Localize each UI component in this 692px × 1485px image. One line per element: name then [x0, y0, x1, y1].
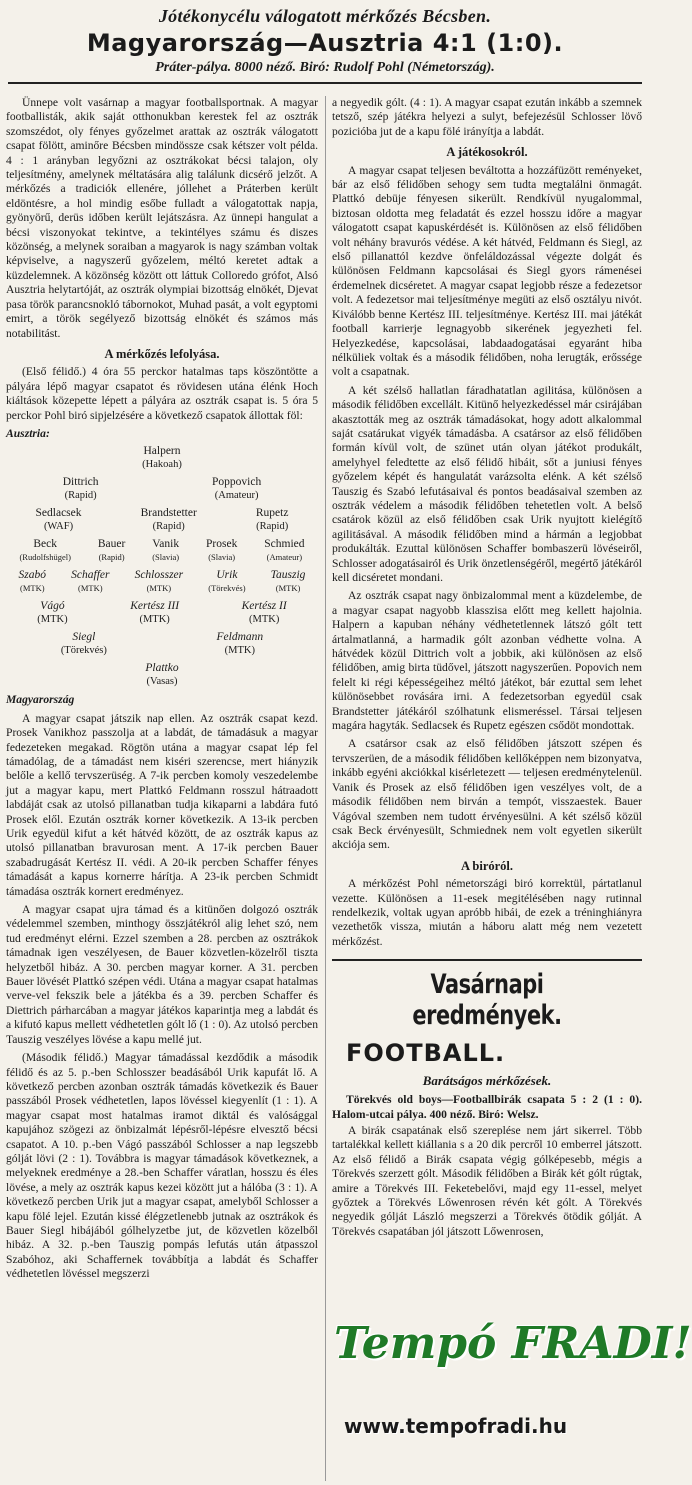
article-title: Magyarország—Ausztria 4:1 (1:0). — [86, 29, 564, 57]
lineup-row — [6, 569, 318, 595]
players-paragraph-2: A két szélső hallatlan fáradhatatlan agilitása, különösen a második félidőben excellált. Kitünő helyezkedéssel már csirájában akasztották meg az osztrák támadásokat, hogy adott alkalommal saját csatárukat vigyék támadásba. A csatársor az első félidőben formán kívül volt, de szünet után olyan játékot produkált, amelyhyel feledtette az első félidő hibáit, sőt a juniusi fényes győzelem képét és hangulatát varázsolta elénk. A két szélső Tauszig és Szabó lefutásaival és pontos beadásaival szemben az osztrák védelem a második félidőben tehetetlen volt. A belső csatárok közül az első félidőben csak Urik nyujtott kielégítő agilitásával. A második félidőben mind a hármán a legjobbat produkálták. Ezuttal különösen Schaffer bombaszerü lövéseiről, Schlosser adogatásairól és Urik önzetlenségéről, megértő játékáról kell dicséretet mondani. — [332, 383, 642, 584]
course-paragraph-2: A magyar csapat játszik nap ellen. Az osztrák csapat kezd. Prosek Vanikhoz passzolja at a labdát, de támadásuk a magyar fedezeteken megakad. Rögtön utána a magyar csapat lép fel támadólag, de a támadást nem kiséri szerencse, mert hiányzik belőle a kellő tervszerüség. A 7-ik percben komoly veszedelembe jut a magyar kapu, mert Plattkó Feldmann rosszul hátraadott labdáját csak az utolsó pillanatban tudja kikaparni a labdára futó Prosek elől. Ezután osztrák korner következik. A 13-ik percben Urik egyedül kifut a két hátvéd között, de az osztrák kapus az utolsó pillanatban bravurosan ment. A 17-ik percben Bauer szabadrugását Kertész II. védi. A 20-ik percben Schaffer fényes támadását a kapus kornerre hárítja. A 23-ik percben Schmidt támadása osztrák kornert eredményez. — [6, 711, 318, 898]
player-name: Feldmann — [216, 631, 264, 644]
results-section — [332, 959, 642, 1239]
friendly-matches-heading: Barátságos mérkőzések. — [422, 1073, 552, 1089]
lineup-row — [6, 445, 318, 471]
player-name: Halpern — [143, 445, 181, 458]
course-paragraph-3: A magyar csapat ujra támad és a kitünően dolgozó osztrák védelemmel szemben, minthogy összjátékról alig lehet szó, nem tud eredményt elérni. Ezzel szemben a 28. percben az osztrákok támadnak igen veszélyesen, de Bauer közvetlen-közelről tiszta helyzetből hibáz. A 30. percben magyar korner. A 31. percben Bauer lövését Plattkó szépen védi. Utána a magyar csapat hatalmas verve-vel fekszik bele a játékba és a 39. percben Schaffer és Diettrich párharcában a magyar játékos kaparintja meg a labdát és a kifutó kapus mellett védhetetlen gólt lő (1 : 0). Az utolsó percben Tauszig veszélyes lövése a kapu mellé jut. — [6, 903, 318, 1046]
watermark — [334, 1318, 692, 1438]
player-name: Poppovich — [212, 476, 262, 489]
section-heading-course: A mérkőzés lefolyása. — [104, 346, 220, 361]
player-club: (MTK) — [224, 645, 255, 657]
match-result-line: Törekvés old boys—Footballbirák csapata 5 : 2 (1 : 0). Halom-utcai pálya. 400 néző. Biró: Welsz. — [332, 1093, 642, 1121]
player-name: Dittrich — [62, 476, 99, 489]
player-club: (Törekvés) — [60, 645, 107, 657]
player-name: Kertész II — [241, 600, 287, 613]
player-entry — [71, 569, 109, 595]
players-paragraph-3: Az osztrák csapat nagy önbizalommal ment a küzdelembe, de a magyar csapat nagyobb klasszisa előtt meg kellett hajolnia. Halpern a kapuban néhány védhetetlennek látszó gólt tett ártalmatlanná, a harmadik gólt azonban védhette volna. A hátvédek közül Dittrich volt a jobbik, aki különösen az első félidőben, amig birta tüdővel, játszott nagyszerűen. Popovich nem felelt ki régi képességeihez méltó játékot, bár ezuttal sem lehet különösebbet rovására irni. A fedezetsorban egyedül csak Brandstetter játékáról szólhatunk elismeréssel. Társai teljesen magára hagyták. Sedlacsek és Rupetz egészen csődöt mondottak. — [332, 589, 642, 733]
player-entry — [242, 600, 287, 626]
lineup-row — [6, 476, 318, 502]
player-club: (WAF) — [43, 521, 74, 533]
player-club: (MTK) — [139, 614, 170, 626]
player-name: Vanik — [152, 538, 180, 551]
referee-paragraph: A mérkőzést Pohl németországi biró korrektül, pártatlanul vezette. Különösen a 11-esek megitélésében nagy rutinnal rendelkezik, voltak ugyan apróbb hibái, de ezek a tréninghiányra vezethetők vissza, miután a háboru alatt még nem vezetett mérkőzést. — [332, 877, 642, 948]
player-name: Tauszig — [270, 569, 306, 582]
player-name: Bauer — [97, 538, 126, 551]
lineup-row — [6, 631, 318, 657]
player-entry — [135, 569, 184, 595]
player-club: (Rapid) — [64, 490, 97, 502]
player-entry — [61, 631, 107, 657]
right-column — [332, 96, 642, 1243]
player-entry — [145, 662, 178, 688]
player-entry — [98, 538, 125, 564]
results-title: Vasárnapi eredmények. — [412, 969, 562, 1032]
player-name: Szabó — [18, 569, 47, 582]
player-club: (Törekvés) — [208, 583, 246, 594]
section-heading-players: A játékosokról. — [446, 145, 528, 160]
player-club: (MTK) — [37, 614, 68, 626]
player-club: (Amateur) — [214, 490, 259, 502]
match-report-paragraph: A birák csapatának első szereplése nem járt sikerrel. Több tartalékkal kellett kiállania s a 20 dik percről 10 emberrel játszott. Az első félidő a Birák csapata végig gólképesebb, mégis a Törekvés szerzett gólt. Második félidőben a Birák két gólt rúgtak, amire a Törekvés III. Feketebelővi, majd egy 11-essel, melyet győztek a Törekvés Lőwenrosen révén két gólt. A Törekvés negyedik gólját László megszerzi a Törekvés ötödik gólját. A Törekvés csapatában jól játszott Lőwenrosen, — [332, 1123, 642, 1238]
article-kicker: Jótékonycélu válogatott mérkőzés Bécsben. — [158, 6, 492, 26]
watermark-url[interactable]: www.tempofradi.hu — [344, 1414, 568, 1438]
course-paragraph-4: (Második félidő.) Magyar támadással kezdődik a második félidő és az 5. p.-ben Schlosszer beadásából Urik kapufát lő. A következő percben azonban osztrák támadás következik és Bauer passzából Prosek védhetetlen, lapos lövéssel kiegyenlít (1 : 1). A magyar csapat most hatalmas iramot diktál és valósággal kapujához szögezi az önbizalmát lépésről-lépésre elvesztő bécsi csapatot. A 10. p.-ben Vágó passzából Schlosser a nap legszebb gólját lövi (2 : 1). Továbbra is magyar támadások következnek, a melyeknek eredménye a 28.-ben Schaffer váratlan, hosszu és éles lövése, a mely az osztrák kapus kezei között jut a hálóba (3 : 1). A következő percben Urik jut a magyar csapat, amelyből Schlosser a kapu fölé lejel. Ezután kissé élégzetlenebb jutnak az osztrákok és Bauer Siegl hibájából gólhelyzetbe jut, de közvetlen közelből hibáz. A 32. p.-ben Tauszig pompás lefutás után átpasszol Szabóhoz, aki Schaffernek továbbítja a labdát és Schaffer védhetetlen lövéssel megszerzi — [6, 1051, 318, 1281]
player-club: (Hakoah) — [142, 459, 182, 471]
player-entry — [130, 600, 179, 626]
player-name: Urik — [216, 569, 238, 582]
austria-lineup — [6, 445, 318, 564]
player-club: (Slavia) — [208, 552, 236, 563]
player-entry — [206, 538, 237, 564]
player-entry — [141, 507, 197, 533]
player-name: Sedlacsek — [35, 507, 82, 520]
player-name: Kertész III — [130, 600, 180, 613]
player-name: Vágó — [40, 600, 65, 613]
player-entry — [142, 445, 182, 471]
player-club: (MTK) — [78, 583, 103, 594]
player-club: (MTK) — [20, 583, 45, 594]
player-club: (Amateur) — [266, 552, 303, 563]
player-name: Schmied — [264, 538, 305, 551]
player-club: (Slavia) — [152, 552, 180, 563]
player-club: (Rudolfshügel) — [19, 552, 71, 563]
player-name: Beck — [33, 538, 57, 551]
lineup-row — [6, 600, 318, 626]
watermark-logo: Tempó FRADI! — [334, 1318, 692, 1369]
players-paragraph-1: A magyar csapat teljesen beváltotta a hozzáfüzött reményeket, bár az első félidőben sehogy sem tudta megtalálni önmagát. Plattkó debüje fényesen sikerült. Rendkívül nyugalommal, biztosan oldotta meg feladatát és ezzel hosszu időre a magyar válogatott csapat kapuskérdését is. Különösen az első félidőben volt néhány bravurós védése. A két hátvéd, Feldmann és Siegl, az első pillanattól kezdve önfeláldozással végezte dolgát és különösen Feldmann kapcsolásai és Siegl gyors rámenései érdemelnek dicséretet. A magyar csapat legjobb része a fedezetsor volt. A fedezetsor mai teljesítménye megüti az első osztályu nivót. Kiválóbb benne Kertész III. teljesítménye. Kertész III. mai játékát football karrierje legnagyobb sikerének jegyezheti fel. Helyezkedése, kapcsolásai, labdaadogatásai egyaránt hiba nélküliek voltak és a második félidőben, noha lerugták, erőssége volt a csapatnak. — [332, 163, 642, 379]
lineup-row — [6, 538, 318, 564]
player-entry — [19, 569, 46, 595]
player-entry — [256, 507, 289, 533]
player-entry — [152, 538, 179, 564]
player-name: Brandstetter — [140, 507, 197, 520]
player-entry — [271, 569, 306, 595]
player-name: Schlosszer — [134, 569, 184, 582]
player-entry — [63, 476, 99, 502]
header-rule — [8, 82, 642, 84]
player-club: (MTK) — [146, 583, 172, 594]
player-club: (Rapid) — [152, 521, 185, 533]
football-heading: FOOTBALL. — [346, 1039, 506, 1068]
player-entry — [264, 538, 304, 564]
lineup-row — [6, 662, 318, 688]
player-name: Plattko — [145, 662, 179, 675]
left-column — [6, 96, 318, 1286]
player-name: Siegl — [72, 631, 96, 644]
continuation-paragraph: a negyedik gólt. (4 : 1). A magyar csapat ezután inkább a szemnek tetsző, szép játékra helyezi a sulyt, befejezésül Schlosser lövő pozicióba jut de a kapu fölé irányítja a labdát. — [332, 96, 642, 138]
player-club: (MTK) — [275, 583, 301, 594]
player-entry — [19, 538, 70, 564]
player-entry — [37, 600, 67, 626]
player-entry — [36, 507, 82, 533]
section-heading-referee: A biróról. — [460, 858, 514, 873]
player-club: (Vasas) — [146, 676, 178, 688]
lineup-row — [6, 507, 318, 533]
player-entry — [208, 569, 245, 595]
intro-paragraph: Ünnepe volt vasárnap a magyar footballsportnak. A magyar footballisták, akik saját otthonukban kerestek fel az osztrák szomszédot, oly fényes győzelmet arattak az osztrák válogatott csapat fölött, aminőre Bécsben mindössze csak kétszer volt példa. 4 : 1 arányban legyőzni az osztrákokat bécsi talajon, oly teljesítmény, amelynek méltatására alig találunk dicsérő jelzőt. A mérkőzés a tradiciók ellenére, jóllehet a Práterben került eldöntésre, a hol mindig esőbe fulladt a válogatottak napja, gyönyörű, derüs időben került lejátszásra. Az ünnepi hangulat a bécsi viszonyokat tekintve, a tekintélyes számu és diszes közönség, a melynek soraiban a magyarok is nagy számban voltak képviselve, a nagyszerű győzelem, méltó keretet adtak a küzdelemnek. A közönség között ott láttuk Colloredo grófot, Alsó Ausztria helytartóját, az osztrák olympiai bizottság elnökét, Djevat pasa török parancsnokló tábornokot, Muhad pasát, a volt egyptomi emirt, a török segélyező bizottság elnökét és számos más notabilitást. — [6, 96, 318, 340]
hungary-lineup — [6, 569, 318, 688]
player-club: (MTK) — [249, 614, 280, 626]
player-entry — [212, 476, 261, 502]
player-club: (Rapid) — [98, 552, 125, 563]
player-entry — [217, 631, 264, 657]
austria-lineup-label: Ausztria: — [6, 426, 50, 440]
players-paragraph-4: A csatársor csak az első félidőben játszott szépen és tervszerüen, de a második félidőben kellőképpen nem bizonyatva, inkább egyéni akciókkal kisérletezett — teljesen eredménytelenül. Vanik és Prosek az első félidőben igen veszélyes volt, de a második félidőben nem birván a tempót, visszaestek. Bauer Vágóval szemben nem tudott érvényesülni. A két szélső közül csak Beck érvényesült, Schmiednek nem volt egyetlen sikerült akciója sem. — [332, 737, 642, 852]
column-divider — [325, 96, 326, 1481]
player-club: (Rapid) — [256, 521, 289, 533]
player-name: Rupetz — [255, 507, 289, 520]
article-subtitle: Práter-pálya. 8000 néző. Biró: Rudolf Pohl (Németország). — [155, 60, 495, 75]
article-header — [0, 0, 650, 84]
course-paragraph-1: (Első félidő.) 4 óra 55 perckor hatalmas taps köszöntötte a pályára lépő magyar csapatot és rövidesen utána élénk Hoch kiáltások közepette lépett a pályára az osztrák csapat is. 5 óra 5 perckor Pohl biró sipjelzésére a következő csapatok állottak föl: — [6, 365, 318, 422]
player-name: Prosek — [206, 538, 238, 551]
player-name: Schaffer — [71, 569, 110, 582]
hungary-lineup-label: Magyarország — [6, 693, 75, 707]
